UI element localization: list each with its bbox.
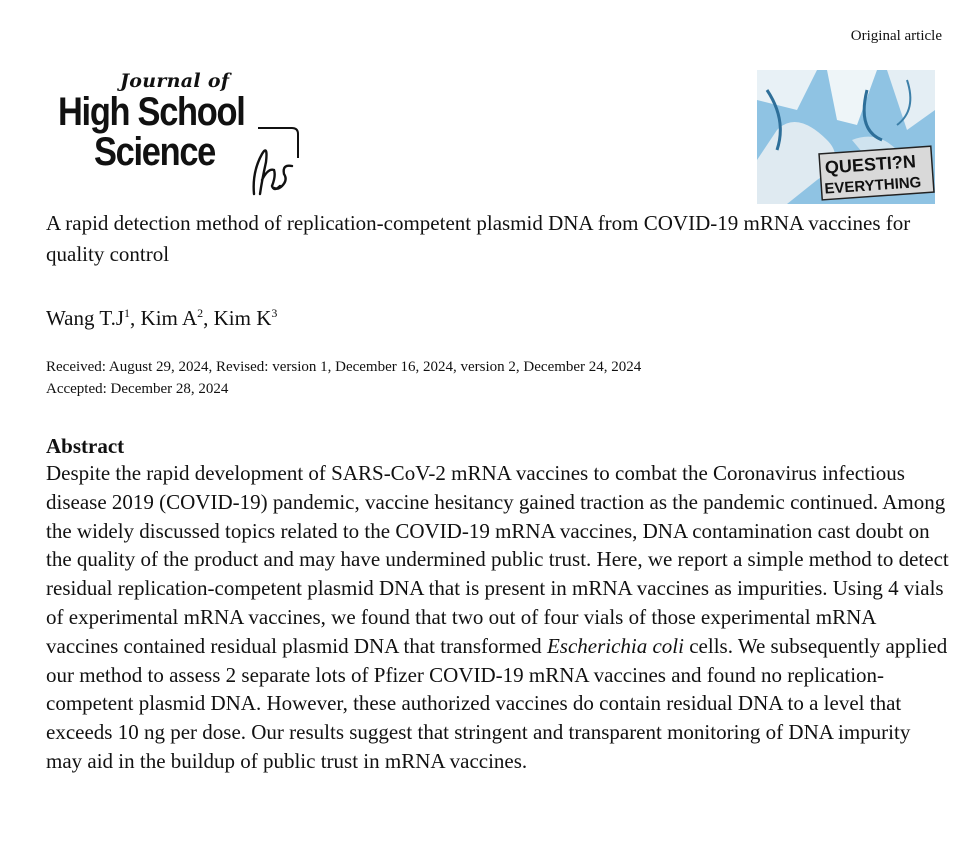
author-affiliation: 1 bbox=[124, 306, 131, 320]
abstract-text-part1: Despite the rapid development of SARS-CoV-2 mRNA vaccines to combat the Coronavirus infectious disease 2019 (COVID-19) pandemic, vaccine hesitancy gained traction as the pandemic continued. Among the widely discussed topics related to the COVID-19 mRNA vaccines, DNA contamination cast doubt on the quality of the product and may have undermined public trust. Here, we report a simple method to detect residual replication-competent plasmid DNA that is present in mRNA vaccines as impurities. Using 4 vials of experimental mRNA vaccines, we found that two out of four vials of those experimental mRNA vaccines contained residual plasmid DNA that transformed bbox=[46, 461, 949, 658]
accepted-date: Accepted: December 28, 2024 bbox=[46, 381, 229, 397]
abstract-text-part2: cells. We subsequently applied our method to assess 2 separate lots of Pfizer COVID-19 mRNA vaccines and found no replication-competent plasmid DNA. However, these authorized vaccines do contain residual DNA to a level that exceeds 10 ng per dose. Our results suggest that stringent and transparent monitoring of DNA impurity may aid in the buildup of public trust in mRNA vaccines. bbox=[46, 633, 948, 773]
author-list: Wang $T.J^1$, Kim $A^2$, Kim $K^3$ bbox=[46, 306, 278, 330]
article-type-label: Original article bbox=[850, 28, 942, 44]
received-revised-dates: Received: August 29, 2024, Revised: version 1, December 16, 2024, version 2, December 24, 2024 bbox=[46, 359, 642, 375]
author-name: Kim K bbox=[213, 306, 272, 330]
author-name: Wang T.J bbox=[46, 306, 125, 330]
hs-monogram-icon bbox=[246, 124, 306, 200]
promo-text-2: EVERYTHING bbox=[823, 173, 922, 198]
abstract-body bbox=[46, 459, 951, 776]
author-name: Kim A bbox=[140, 306, 198, 330]
abstract-species-name: Escherichia coli bbox=[546, 633, 684, 658]
author-affiliation: 3 bbox=[271, 306, 278, 320]
promo-graphic bbox=[757, 70, 935, 204]
logo-high-school: High School bbox=[58, 90, 245, 134]
logo-science: Science bbox=[94, 130, 216, 174]
article-title: A rapid detection method of replication-competent plasmid DNA from COVID-19 mRNA vaccines for quality control bbox=[46, 211, 911, 266]
abstract-heading: Abstract bbox=[46, 434, 125, 458]
question-everything-image bbox=[757, 70, 935, 204]
promo-text-1: QUESTI?N bbox=[824, 151, 917, 178]
author-affiliation: 2 bbox=[197, 306, 204, 320]
abstract-section bbox=[46, 433, 951, 776]
article-dates bbox=[46, 356, 641, 400]
journal-logo bbox=[58, 70, 308, 200]
logo-journal-of: Journal of bbox=[120, 70, 230, 92]
